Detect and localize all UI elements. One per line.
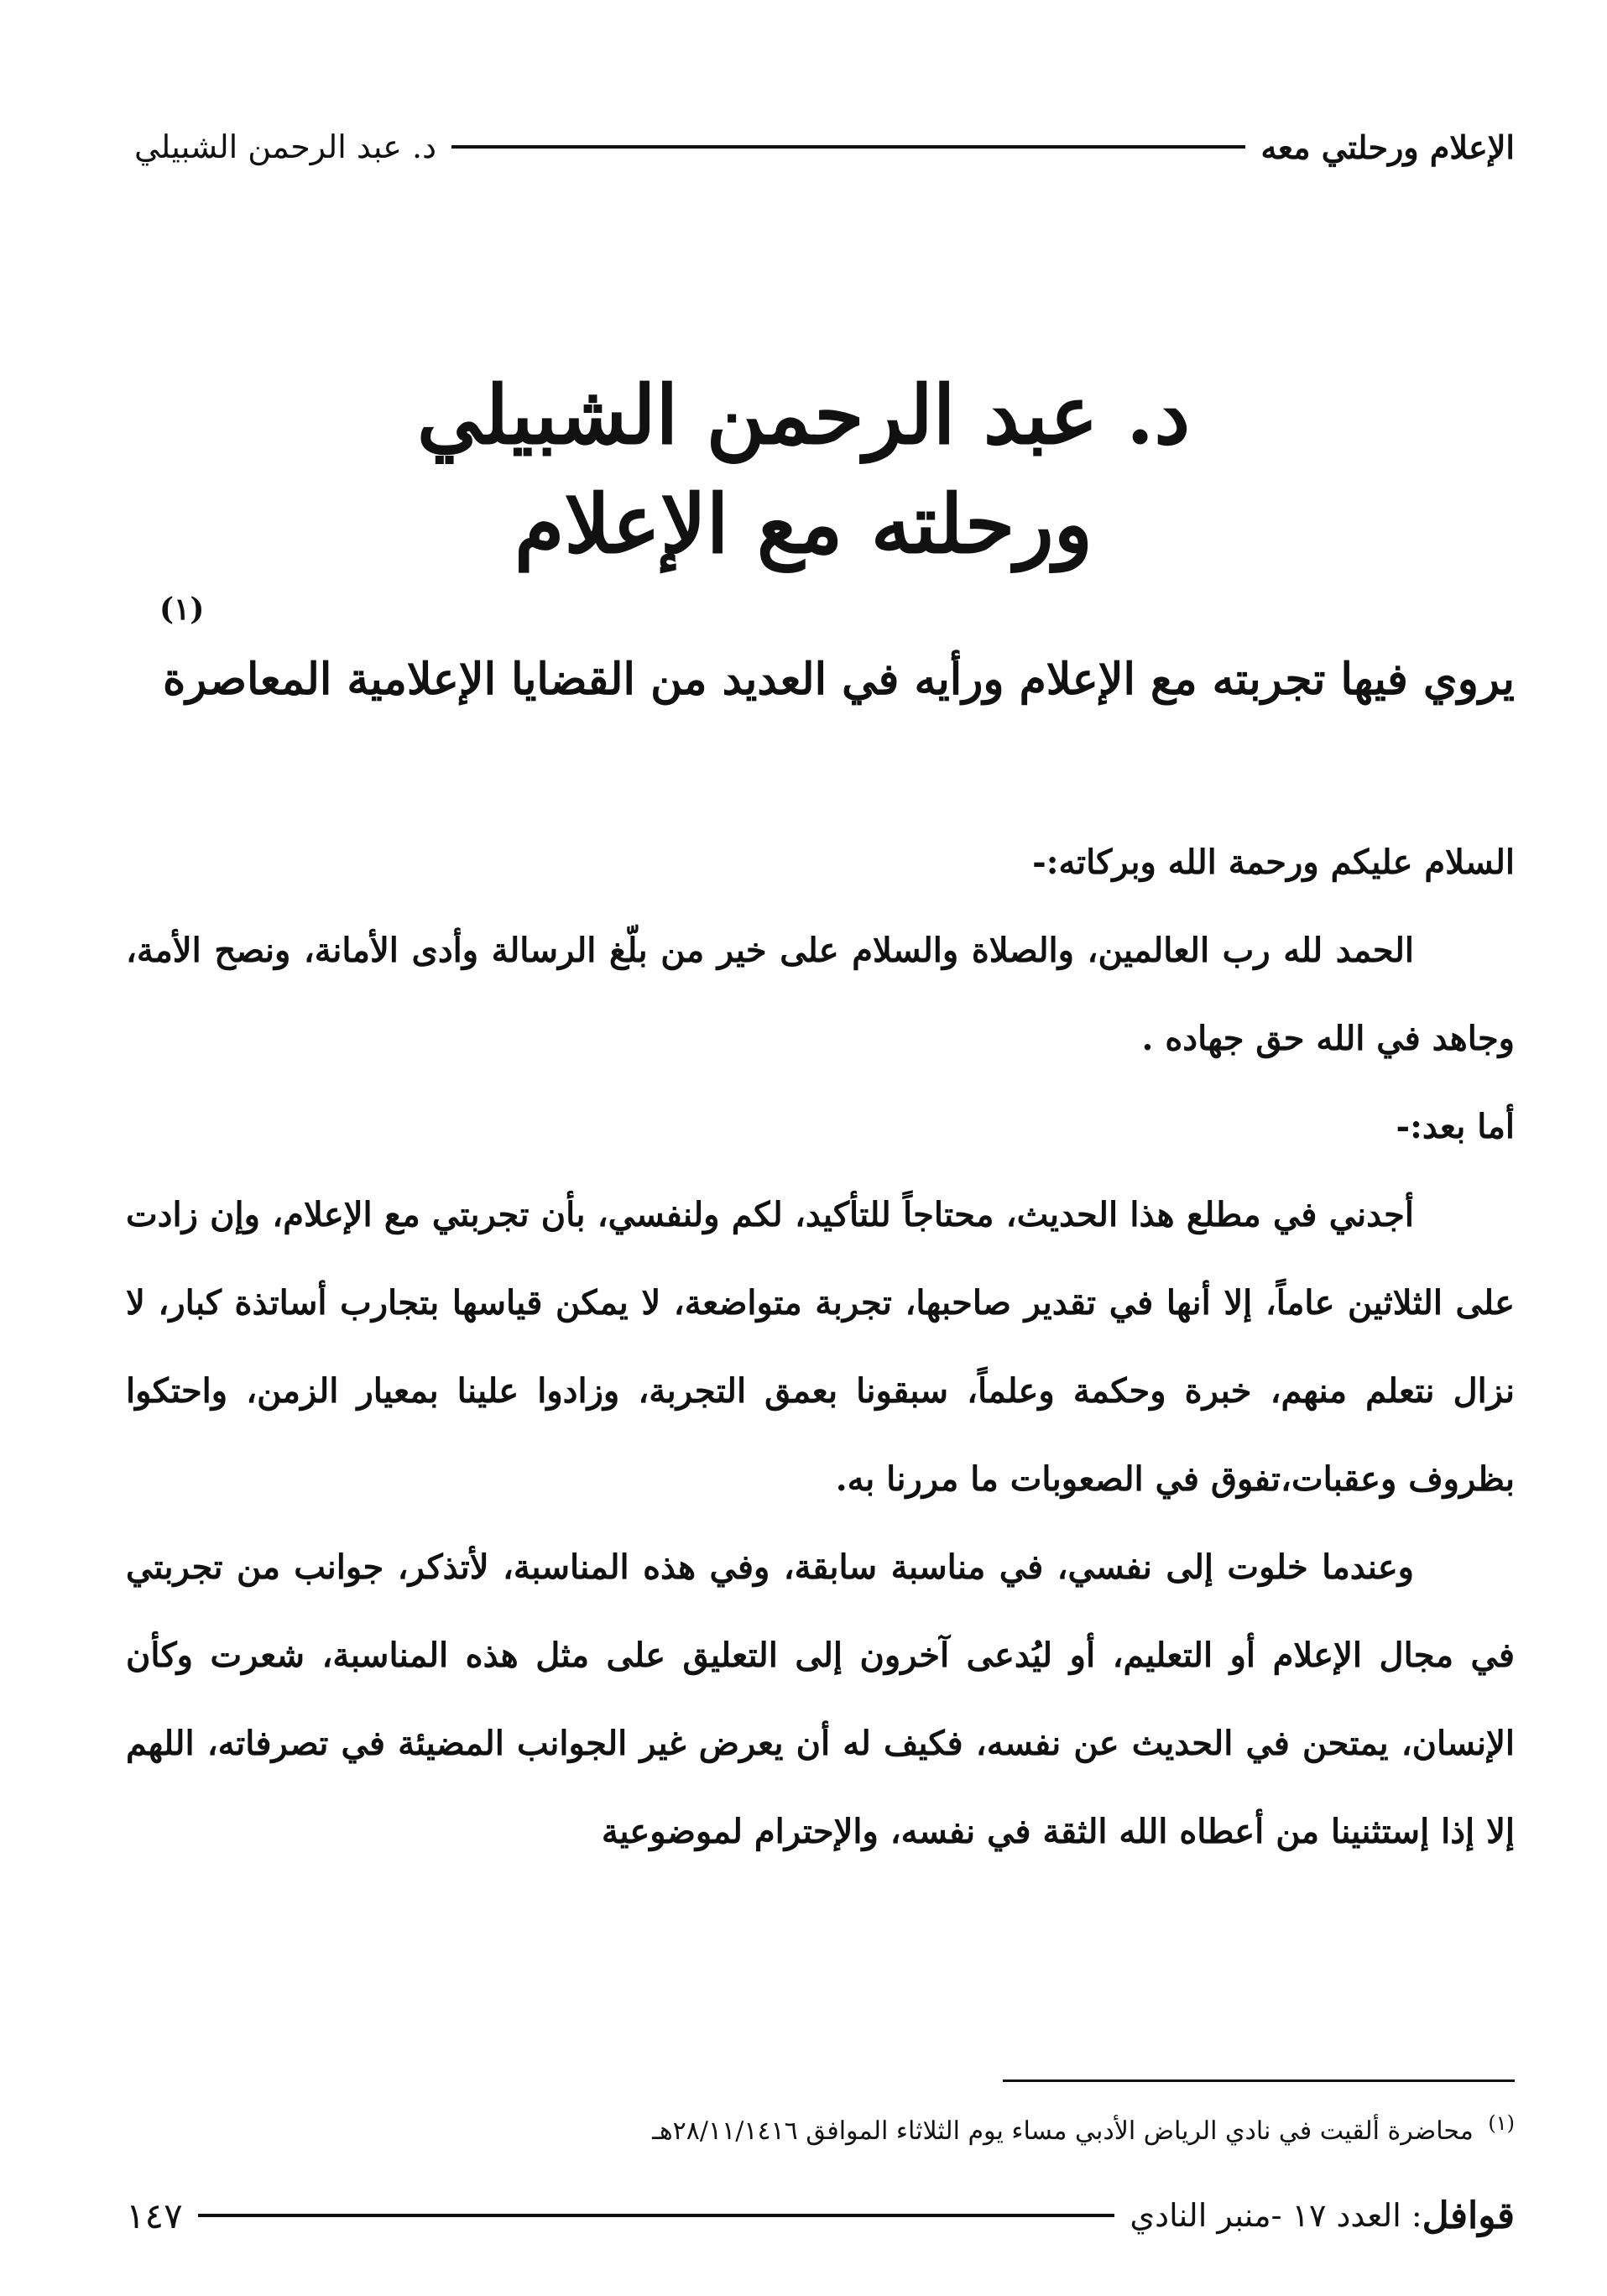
title-footnote-mark: (١)	[159, 592, 205, 627]
greeting: السلام عليكم ورحمة الله وبركاته:-	[1032, 843, 1515, 882]
title-line-2: ورحلته مع الإعلام	[514, 477, 1093, 571]
page-number: ١٤٧	[126, 2194, 183, 2236]
paragraph-2: أجدني في مطلع هذا الحديث، محتاجاً للتأكيد، لكم ولنفسي، بأن تجربتي مع الإعلام، وإن زادت على الثلاثين عاماً، إلا أنها في تقدير صاحبها، تجربة متواضعة، لا يمكن قياسها بتجارب أساتذة كبار، لا نزال نتعلم منهم، خبرة وحكمة وعلماً، سبقونا بعمق التجربة، وزادوا علينا بمعيار الزمن، واحتكوا بظروف وعقبات،تفوق في الصعوبات ما مررنا به.	[126, 1195, 1515, 1499]
header-author: د. عبد الرحمن الشبيلي	[134, 128, 437, 165]
running-footer	[126, 2190, 1515, 2241]
article-subtitle: يروي فيها تجربته مع الإعلام ورأيه في العديد من القضايا الإعلامية المعاصرة	[162, 654, 1515, 705]
paragraph-1: الحمد لله رب العالمين، والصلاة والسلام على خير من بلّغ الرسالة وأدى الأمانة، ونصح الأمة، وجاهد في الله حق جهاده .	[126, 931, 1515, 1058]
title-line-1: د. عبد الرحمن الشبيلي	[416, 368, 1191, 462]
footnote-rule	[1003, 2079, 1515, 2082]
amma-baad: أما بعد:-	[1396, 1107, 1515, 1146]
header-section-title: الإعلام ورحلتي معه	[1260, 128, 1515, 166]
article-body	[126, 818, 1515, 1876]
running-header	[134, 122, 1515, 172]
footer-rule	[198, 2214, 1115, 2217]
article-title	[0, 361, 1607, 579]
footnote	[126, 2098, 1515, 2157]
footer-brand: قوافل	[1422, 2194, 1515, 2237]
footnote-text: محاضرة ألقيت في نادي الرياض الأدبي مساء يوم الثلاثاء الموافق ٢٨/١١/١٤١٦هـ	[652, 2116, 1474, 2146]
header-rule	[451, 145, 1245, 149]
footnote-mark: (١)	[1488, 2111, 1515, 2135]
footer-issue: : العدد ١٧ -منبر النادي	[1130, 2197, 1422, 2234]
paragraph-3: وعندما خلوت إلى نفسي، في مناسبة سابقة، وفي هذه المناسبة، لأتذكر، جوانب من تجربتي في مجال الإعلام أو التعليم، أو ليُدعى آخرون إلى التعليق على مثل هذه المناسبة، شعرت وكأن الإنسان، يمتحن في الحديث عن نفسه، فكيف له أن يعرض غير الجوانب المضيئة في تصرفاته، اللهم إلا إذا إستثنينا من أعطاه الله الثقة في نفسه، والإحترام لموضوعية	[126, 1547, 1515, 1851]
